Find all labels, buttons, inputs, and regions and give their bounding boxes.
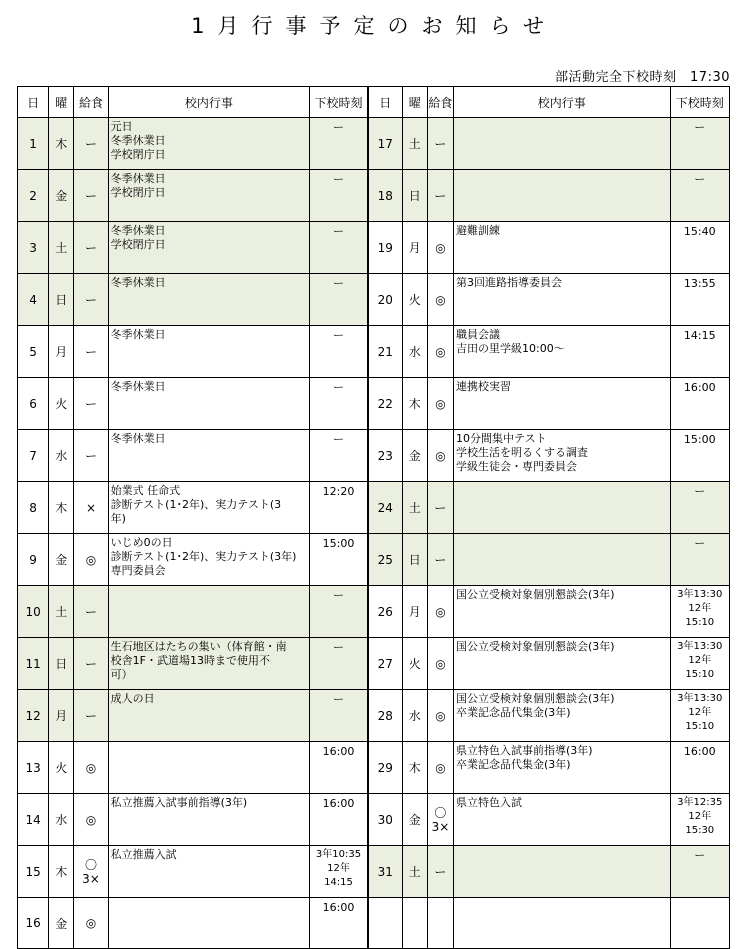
- event-line: 年): [110, 512, 126, 525]
- club-closing-time: 部活動完全下校時刻 17:30: [555, 70, 730, 85]
- day-number: 21: [368, 326, 402, 378]
- day-number: 24: [368, 482, 402, 534]
- event-line: 卒業記念品代集金(3年): [456, 758, 571, 771]
- event-line: 可）: [110, 668, 133, 681]
- lunch-mark: ー: [427, 118, 453, 170]
- weekday: 金: [49, 534, 74, 586]
- lunch-mark: ー: [427, 170, 453, 222]
- weekday: 金: [49, 898, 74, 949]
- schedule-table: [17, 86, 730, 949]
- dismissal-time: 16:00: [310, 898, 368, 949]
- lunch-mark: ー: [74, 586, 108, 638]
- event-cell: [454, 534, 671, 586]
- page-title: 1月行事予定のお知らせ: [191, 14, 557, 38]
- lunch-mark: 〇 3×: [427, 794, 453, 846]
- table-row: [18, 534, 730, 586]
- dismissal-time: ー: [310, 638, 368, 690]
- table-row: [18, 326, 730, 378]
- dismissal-time: 16:00: [310, 742, 368, 794]
- lunch-mark: ー: [74, 118, 108, 170]
- header-event: 校内行事: [108, 87, 309, 118]
- event-cell: [108, 274, 309, 326]
- event-cell: [108, 222, 309, 274]
- weekday: 土: [402, 118, 427, 170]
- event-line: 卒業記念品代集金(3年): [456, 706, 571, 719]
- dismissal-time: ー: [310, 690, 368, 742]
- event-cell: [454, 430, 671, 482]
- header-lunch-2: 給食: [427, 87, 453, 118]
- weekday: 木: [402, 378, 427, 430]
- weekday: 土: [49, 222, 74, 274]
- weekday: 水: [402, 326, 427, 378]
- day-number: 5: [18, 326, 49, 378]
- day-number: 19: [368, 222, 402, 274]
- table-row: [18, 378, 730, 430]
- dismissal-time: 3年13:30 12年 15:10: [670, 638, 729, 690]
- header-lunch: 給食: [74, 87, 108, 118]
- dismissal-time: ー: [670, 482, 729, 534]
- event-cell: [454, 586, 671, 638]
- dismissal-time: ー: [310, 430, 368, 482]
- lunch-mark: ー: [74, 222, 108, 274]
- lunch-mark: [427, 898, 453, 949]
- lunch-mark: ◎: [74, 794, 108, 846]
- weekday: 水: [49, 794, 74, 846]
- dismissal-time: ー: [310, 274, 368, 326]
- event-line: 学校閉庁日: [110, 238, 166, 251]
- lunch-mark: ◎: [74, 898, 108, 949]
- dismissal-time: ー: [670, 846, 729, 898]
- day-number: 18: [368, 170, 402, 222]
- weekday: 火: [402, 638, 427, 690]
- lunch-mark: ×: [74, 482, 108, 534]
- event-cell: [454, 742, 671, 794]
- day-number: 9: [18, 534, 49, 586]
- event-line: 避難訓練: [456, 224, 501, 237]
- table-row: [18, 274, 730, 326]
- day-number: 31: [368, 846, 402, 898]
- event-line: いじめ0の日: [110, 536, 173, 549]
- weekday: 木: [49, 118, 74, 170]
- event-line: 連携校実習: [456, 380, 512, 393]
- event-line: 元日: [110, 120, 133, 133]
- lunch-mark: ◎: [427, 274, 453, 326]
- day-number: 16: [18, 898, 49, 949]
- weekday: 木: [49, 846, 74, 898]
- event-cell: [454, 898, 671, 949]
- header-dismissal-2: 下校時刻: [670, 87, 729, 118]
- table-row: [18, 222, 730, 274]
- lunch-mark: ◎: [427, 430, 453, 482]
- table-row: [18, 118, 730, 170]
- weekday: 日: [49, 638, 74, 690]
- weekday: 日: [402, 170, 427, 222]
- table-row: [18, 742, 730, 794]
- lunch-mark: ー: [74, 638, 108, 690]
- header-day-2: 日: [368, 87, 402, 118]
- event-line: 始業式 任命式: [110, 484, 181, 497]
- day-number: 27: [368, 638, 402, 690]
- dismissal-time: 15:40: [670, 222, 729, 274]
- dismissal-time: ー: [310, 170, 368, 222]
- event-cell: [454, 690, 671, 742]
- event-line: 国公立受検対象個別懇談会(3年): [456, 692, 615, 705]
- event-line: 私立推薦入試: [110, 848, 177, 861]
- event-cell: [108, 326, 309, 378]
- event-cell: [108, 794, 309, 846]
- day-number: 8: [18, 482, 49, 534]
- event-line: 専門委員会: [110, 564, 166, 577]
- dismissal-time: ー: [310, 586, 368, 638]
- dismissal-time: 12:20: [310, 482, 368, 534]
- lunch-mark: ー: [427, 534, 453, 586]
- dismissal-time: 3年13:30 12年 15:10: [670, 690, 729, 742]
- lunch-mark: ー: [74, 378, 108, 430]
- day-number: 15: [18, 846, 49, 898]
- event-line: 吉田の里学級10:00～: [456, 342, 565, 355]
- event-line: 冬季休業日: [110, 134, 166, 147]
- dismissal-time: 16:00: [670, 742, 729, 794]
- day-number: 10: [18, 586, 49, 638]
- table-row: [18, 898, 730, 949]
- event-line: 学校閉庁日: [110, 186, 166, 199]
- dismissal-time: ー: [310, 222, 368, 274]
- table-row: [18, 690, 730, 742]
- lunch-mark: ー: [74, 430, 108, 482]
- weekday: 火: [49, 378, 74, 430]
- event-cell: [108, 482, 309, 534]
- weekday: 火: [402, 274, 427, 326]
- event-line: 県立特色入試: [456, 796, 523, 809]
- event-cell: [454, 846, 671, 898]
- event-line: 診断テスト(1･2年)、実力テスト(3: [110, 498, 282, 511]
- dismissal-time: 15:00: [310, 534, 368, 586]
- event-line: 校舎1F・武道場13時まで使用不: [110, 654, 270, 667]
- day-number: 13: [18, 742, 49, 794]
- lunch-mark: ◎: [427, 586, 453, 638]
- event-line: 学級生徒会・専門委員会: [456, 460, 578, 473]
- table-row: [18, 794, 730, 846]
- event-line: 冬季休業日: [110, 224, 166, 237]
- lunch-mark: ◎: [74, 534, 108, 586]
- dismissal-time: ー: [670, 118, 729, 170]
- lunch-mark: ー: [427, 846, 453, 898]
- table-row: [18, 170, 730, 222]
- event-line: 冬季休業日: [110, 172, 166, 185]
- header-weekday-2: 曜: [402, 87, 427, 118]
- event-line: 冬季休業日: [110, 328, 166, 341]
- event-cell: [108, 638, 309, 690]
- event-line: 冬季休業日: [110, 432, 166, 445]
- dismissal-time: ー: [670, 534, 729, 586]
- event-line: 第3回進路指導委員会: [456, 276, 563, 289]
- lunch-mark: ー: [74, 274, 108, 326]
- event-line: 学校閉庁日: [110, 148, 166, 161]
- event-cell: [454, 794, 671, 846]
- day-number: 11: [18, 638, 49, 690]
- day-number: 14: [18, 794, 49, 846]
- table-row: [18, 430, 730, 482]
- day-number: 3: [18, 222, 49, 274]
- event-line: 冬季休業日: [110, 380, 166, 393]
- event-line: 学校生活を明るくする調査: [456, 446, 589, 459]
- event-line: 診断テスト(1･2年)、実力テスト(3年): [110, 550, 297, 563]
- event-cell: [108, 898, 309, 949]
- header-row: [18, 87, 730, 118]
- dismissal-time: 13:55: [670, 274, 729, 326]
- weekday: 月: [402, 222, 427, 274]
- event-cell: [454, 274, 671, 326]
- event-cell: [108, 690, 309, 742]
- dismissal-time: ー: [310, 326, 368, 378]
- weekday: 木: [402, 742, 427, 794]
- weekday: 土: [402, 846, 427, 898]
- dismissal-time: 15:00: [670, 430, 729, 482]
- dismissal-time: 16:00: [310, 794, 368, 846]
- header-dismissal: 下校時刻: [310, 87, 368, 118]
- day-number: 28: [368, 690, 402, 742]
- lunch-mark: ◎: [74, 742, 108, 794]
- event-cell: [108, 586, 309, 638]
- day-number: 23: [368, 430, 402, 482]
- day-number: 4: [18, 274, 49, 326]
- day-number: 12: [18, 690, 49, 742]
- day-number: 20: [368, 274, 402, 326]
- day-number: [368, 898, 402, 949]
- table-row: [18, 586, 730, 638]
- event-line: 職員会議: [456, 328, 501, 341]
- day-number: 30: [368, 794, 402, 846]
- day-number: 22: [368, 378, 402, 430]
- weekday: 金: [402, 430, 427, 482]
- event-cell: [454, 326, 671, 378]
- day-number: 6: [18, 378, 49, 430]
- event-cell: [108, 378, 309, 430]
- dismissal-time: 3年13:30 12年 15:10: [670, 586, 729, 638]
- event-cell: [108, 846, 309, 898]
- weekday: 土: [402, 482, 427, 534]
- day-number: 1: [18, 118, 49, 170]
- event-cell: [454, 638, 671, 690]
- event-cell: [108, 534, 309, 586]
- weekday: 火: [49, 742, 74, 794]
- event-cell: [108, 118, 309, 170]
- event-cell: [454, 222, 671, 274]
- event-line: 県立特色入試事前指導(3年): [456, 744, 593, 757]
- day-number: 25: [368, 534, 402, 586]
- weekday: [402, 898, 427, 949]
- header-day: 日: [18, 87, 49, 118]
- event-cell: [108, 170, 309, 222]
- event-line: 国公立受検対象個別懇談会(3年): [456, 588, 615, 601]
- lunch-mark: ◎: [427, 690, 453, 742]
- event-line: 生石地区はたちの集い（体育館・南: [110, 640, 287, 653]
- event-cell: [108, 742, 309, 794]
- header-weekday: 曜: [49, 87, 74, 118]
- day-number: 29: [368, 742, 402, 794]
- table-row: [18, 638, 730, 690]
- event-line: 10分間集中テスト: [456, 432, 547, 445]
- weekday: 水: [49, 430, 74, 482]
- table-row: [18, 482, 730, 534]
- weekday: 日: [49, 274, 74, 326]
- dismissal-time: 16:00: [670, 378, 729, 430]
- weekday: 水: [402, 690, 427, 742]
- lunch-mark: 〇 3×: [74, 846, 108, 898]
- weekday: 土: [49, 586, 74, 638]
- day-number: 26: [368, 586, 402, 638]
- event-cell: [454, 482, 671, 534]
- dismissal-time: [670, 898, 729, 949]
- weekday: 月: [402, 586, 427, 638]
- lunch-mark: ◎: [427, 326, 453, 378]
- event-line: 冬季休業日: [110, 276, 166, 289]
- event-cell: [454, 170, 671, 222]
- dismissal-time: 14:15: [670, 326, 729, 378]
- weekday: 月: [49, 690, 74, 742]
- weekday: 金: [402, 794, 427, 846]
- lunch-mark: ◎: [427, 638, 453, 690]
- event-line: 私立推薦入試事前指導(3年): [110, 796, 248, 809]
- lunch-mark: ー: [74, 170, 108, 222]
- event-cell: [108, 430, 309, 482]
- lunch-mark: ◎: [427, 222, 453, 274]
- dismissal-time: ー: [670, 170, 729, 222]
- weekday: 月: [49, 326, 74, 378]
- dismissal-time: 3年12:35 12年 15:30: [670, 794, 729, 846]
- lunch-mark: ◎: [427, 742, 453, 794]
- dismissal-time: ー: [310, 378, 368, 430]
- weekday: 金: [49, 170, 74, 222]
- day-number: 17: [368, 118, 402, 170]
- lunch-mark: ー: [74, 690, 108, 742]
- event-line: 成人の日: [110, 692, 155, 705]
- day-number: 7: [18, 430, 49, 482]
- lunch-mark: ◎: [427, 378, 453, 430]
- event-cell: [454, 378, 671, 430]
- event-cell: [454, 118, 671, 170]
- event-line: 国公立受検対象個別懇談会(3年): [456, 640, 615, 653]
- weekday: 木: [49, 482, 74, 534]
- header-event-2: 校内行事: [454, 87, 671, 118]
- dismissal-time: ー: [310, 118, 368, 170]
- dismissal-time: 3年10:35 12年 14:15: [310, 846, 368, 898]
- day-number: 2: [18, 170, 49, 222]
- lunch-mark: ー: [427, 482, 453, 534]
- lunch-mark: ー: [74, 326, 108, 378]
- weekday: 日: [402, 534, 427, 586]
- table-row: [18, 846, 730, 898]
